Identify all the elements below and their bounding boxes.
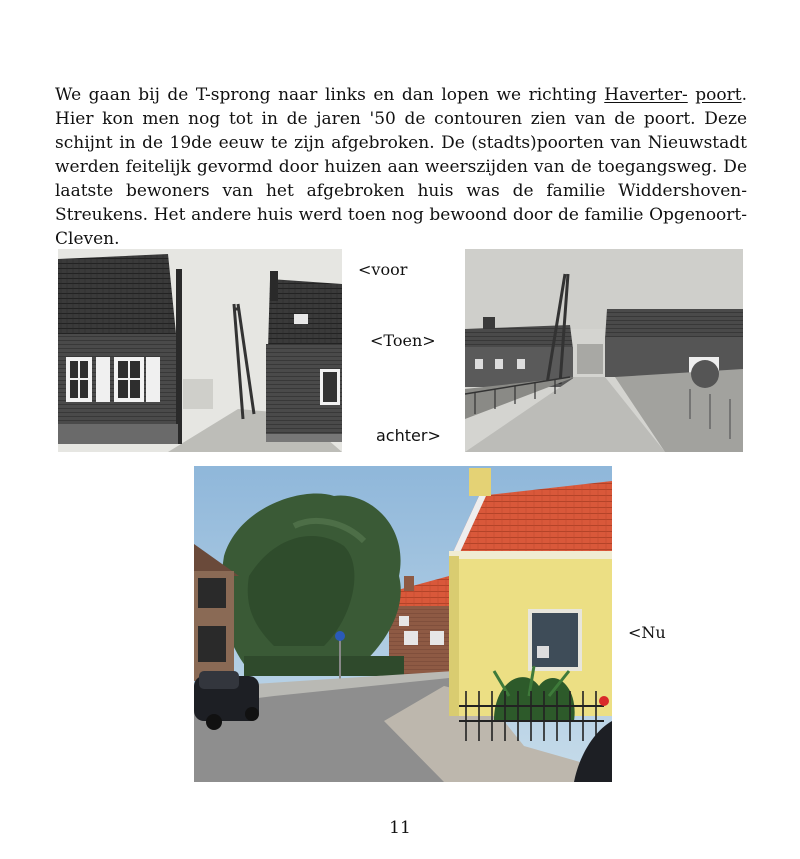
photo-old-front <box>58 249 342 452</box>
caption-achter: achter> <box>376 426 441 445</box>
caption-nu: <Nu <box>628 623 666 642</box>
caption-voor: <voor <box>358 260 408 279</box>
paragraph-text-rest: . Hier kon men nog tot in de jaren '50 de contouren zien van de poort. Deze schijnt in de 19de eeuw te zijn afgebroken. De (stadts)poorten van Nieuwstadt werden feitelijk gevormd door huizen aan weerszijden van de toegangsweg. De laatste bewoners van het afgebroken huis was de familie Widdershoven-Streukens. Het andere huis werd toen nog bewoond door de familie Opgenoort-Cleven. <box>55 85 748 249</box>
photo-now <box>194 466 612 782</box>
page-number: 11 <box>389 818 411 838</box>
photo-old-rear <box>465 249 743 452</box>
haverterpoort-link-part2: poort <box>695 85 742 105</box>
paragraph-text-start: We gaan bij de T-sprong naar links en dan lopen we richting <box>55 85 605 105</box>
haverterpoort-link-part1: Haverter- <box>604 85 688 105</box>
body-paragraph <box>55 83 747 251</box>
caption-toen: <Toen> <box>370 331 436 350</box>
